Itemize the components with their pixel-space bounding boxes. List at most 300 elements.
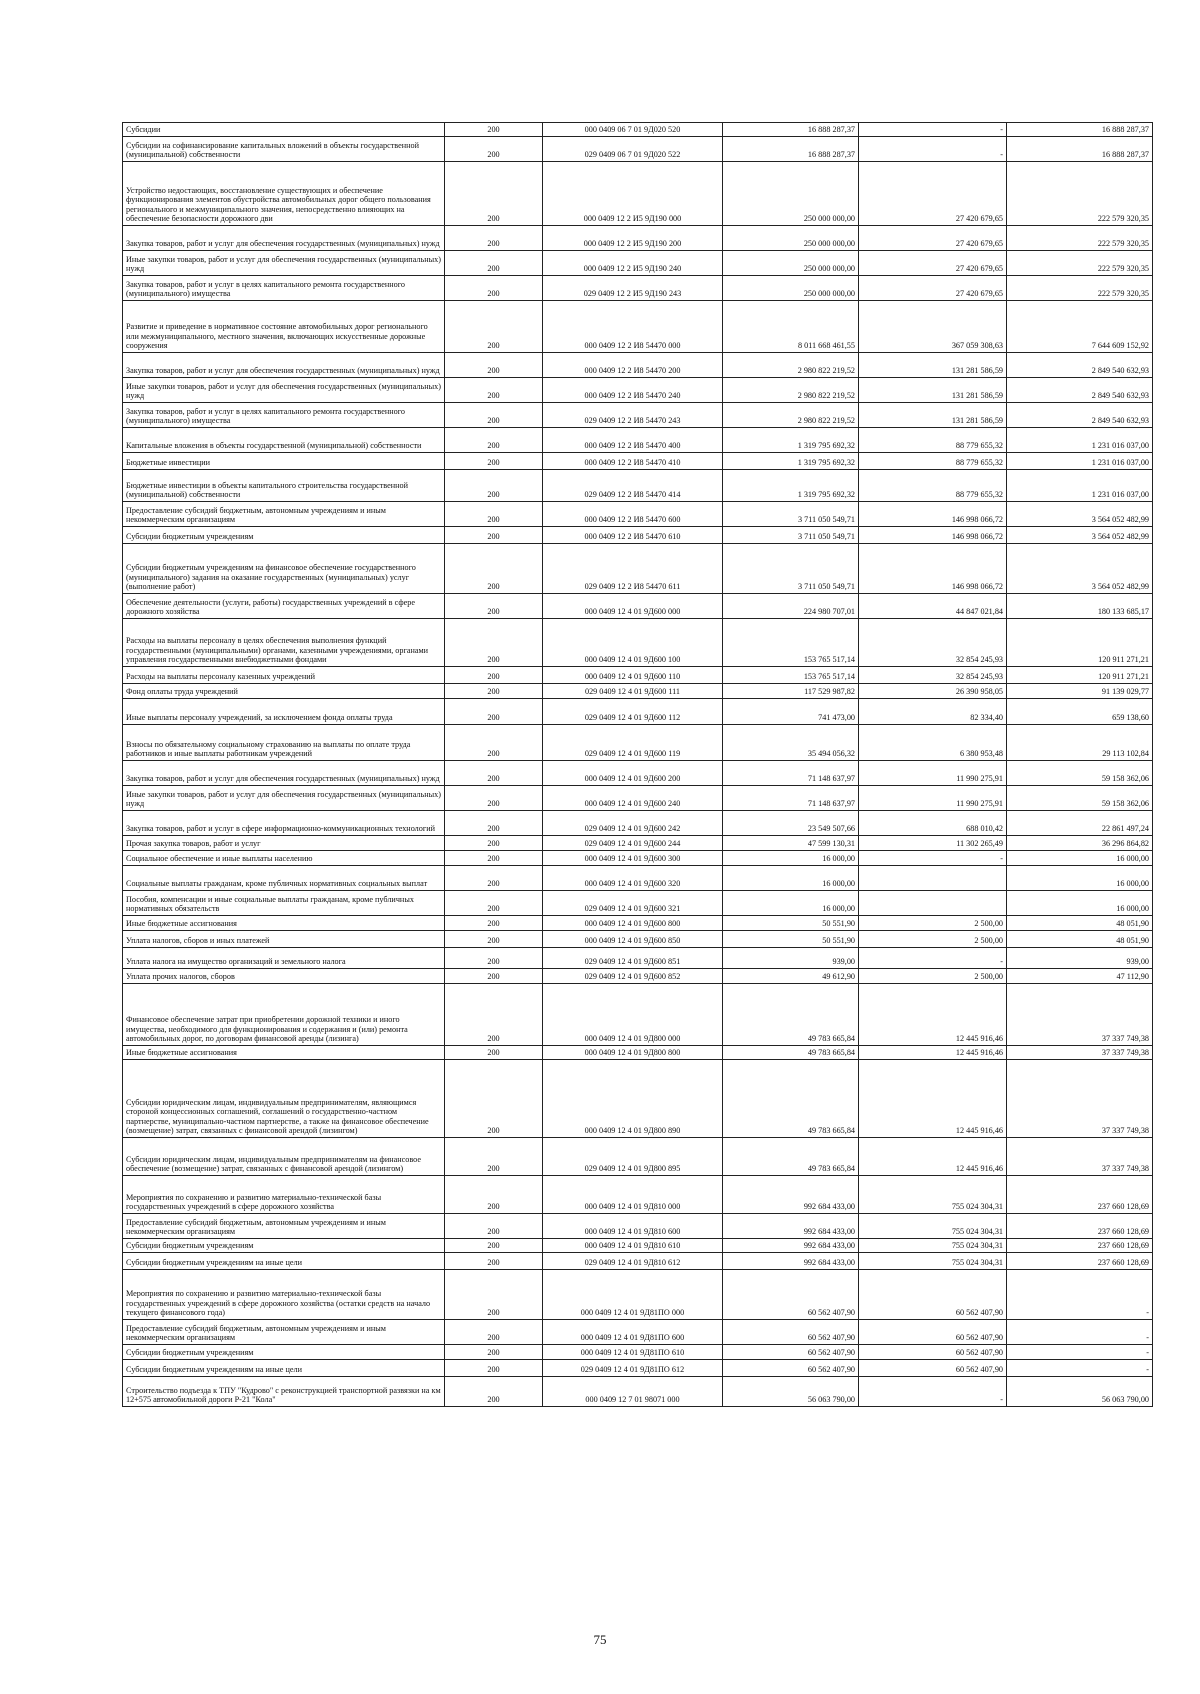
line-code-cell: 200 [445, 699, 543, 725]
table-row [123, 594, 1153, 619]
table-row [123, 544, 1153, 594]
expense-name-cell: Закупка товаров, работ и услуг в целях капитального ремонта государственного (муниципального) имущества [123, 276, 445, 301]
classification-code-cell: 029 0409 12 2 И8 54470 243 [543, 403, 723, 428]
line-code-cell: 200 [445, 619, 543, 667]
table-row [123, 251, 1153, 276]
line-code-cell: 200 [445, 428, 543, 453]
remaining-amount-cell: 37 337 749,38 [1007, 1138, 1153, 1176]
expense-name-cell: Мероприятия по сохранению и развитию материально-технической базы государственных учреждений в сфере дорожного хозяйства (остатки средств на начало текущего финансового года) [123, 1270, 445, 1320]
line-code-cell: 200 [445, 1320, 543, 1345]
classification-code-cell: 000 0409 12 2 И8 54470 410 [543, 453, 723, 470]
executed-amount-cell: 12 445 916,46 [859, 984, 1007, 1046]
classification-code-cell: 029 0409 12 2 И8 54470 414 [543, 470, 723, 502]
expense-name-cell: Закупка товаров, работ и услуг в целях капитального ремонта государственного (муниципального) имущества [123, 403, 445, 428]
classification-code-cell: 029 0409 12 4 01 9Д600 852 [543, 969, 723, 984]
approved-amount-cell: 49 612,90 [723, 969, 859, 984]
expense-name-cell: Устройство недостающих, восстановление существующих и обеспечение функционирования элементов обустройства автомобильных дорог общего пользования регионального и межмуниципального значения, непосредственно влияющих на обеспечение безопасности дорожного дви [123, 162, 445, 226]
table-row [123, 123, 1153, 137]
executed-amount-cell: 755 024 304,31 [859, 1176, 1007, 1214]
expense-name-cell: Субсидии бюджетным учреждениям на иные цели [123, 1253, 445, 1270]
approved-amount-cell: 47 599 130,31 [723, 836, 859, 851]
approved-amount-cell: 992 684 433,00 [723, 1214, 859, 1239]
executed-amount-cell: 755 024 304,31 [859, 1214, 1007, 1239]
classification-code-cell: 000 0409 12 7 01 98071 000 [543, 1377, 723, 1407]
remaining-amount-cell: 237 660 128,69 [1007, 1214, 1153, 1239]
executed-amount-cell: 32 854 245,93 [859, 667, 1007, 684]
approved-amount-cell: 16 888 287,37 [723, 123, 859, 137]
remaining-amount-cell: 7 644 609 152,92 [1007, 301, 1153, 353]
line-code-cell: 200 [445, 851, 543, 866]
approved-amount-cell: 1 319 795 692,32 [723, 428, 859, 453]
table-row [123, 684, 1153, 699]
approved-amount-cell: 741 473,00 [723, 699, 859, 725]
remaining-amount-cell: 91 139 029,77 [1007, 684, 1153, 699]
remaining-amount-cell: 16 000,00 [1007, 851, 1153, 866]
remaining-amount-cell: 47 112,90 [1007, 969, 1153, 984]
classification-code-cell: 000 0409 12 2 И8 54470 240 [543, 378, 723, 403]
approved-amount-cell: 71 148 637,97 [723, 786, 859, 811]
expense-name-cell: Иные бюджетные ассигнования [123, 916, 445, 931]
table-row [123, 1239, 1153, 1253]
approved-amount-cell: 49 783 665,84 [723, 1046, 859, 1060]
expense-name-cell: Мероприятия по сохранению и развитию материально-технической базы государственных учреждений в сфере дорожного хозяйства [123, 1176, 445, 1214]
line-code-cell: 200 [445, 1360, 543, 1377]
executed-amount-cell: 60 562 407,90 [859, 1320, 1007, 1345]
remaining-amount-cell: 48 051,90 [1007, 916, 1153, 931]
expense-name-cell: Социальное обеспечение и иные выплаты населению [123, 851, 445, 866]
line-code-cell: 200 [445, 984, 543, 1046]
classification-code-cell: 029 0409 12 4 01 9Д800 895 [543, 1138, 723, 1176]
table-row [123, 301, 1153, 353]
remaining-amount-cell: - [1007, 1270, 1153, 1320]
line-code-cell: 200 [445, 786, 543, 811]
remaining-amount-cell: 59 158 362,06 [1007, 761, 1153, 786]
remaining-amount-cell: 36 296 864,82 [1007, 836, 1153, 851]
budget-execution-table [122, 122, 1153, 1407]
expense-name-cell: Уплата налогов, сборов и иных платежей [123, 931, 445, 948]
remaining-amount-cell: 222 579 320,35 [1007, 276, 1153, 301]
approved-amount-cell: 3 711 050 549,71 [723, 527, 859, 544]
classification-code-cell: 029 0409 12 4 01 9Д81ПО 612 [543, 1360, 723, 1377]
table-row [123, 916, 1153, 931]
approved-amount-cell: 992 684 433,00 [723, 1253, 859, 1270]
approved-amount-cell: 1 319 795 692,32 [723, 470, 859, 502]
approved-amount-cell: 50 551,90 [723, 916, 859, 931]
approved-amount-cell: 16 000,00 [723, 851, 859, 866]
expense-name-cell: Строительство подъезда к ТПУ "Кудрово" с реконструкцией транспортной развязки на км 12+575 автомобильной дороги Р-21 "Кола" [123, 1377, 445, 1407]
remaining-amount-cell: 3 564 052 482,99 [1007, 527, 1153, 544]
line-code-cell: 200 [445, 1138, 543, 1176]
remaining-amount-cell: 222 579 320,35 [1007, 226, 1153, 251]
line-code-cell: 200 [445, 502, 543, 527]
table-row [123, 527, 1153, 544]
remaining-amount-cell: 120 911 271,21 [1007, 667, 1153, 684]
table-row [123, 226, 1153, 251]
table-row [123, 1138, 1153, 1176]
line-code-cell: 200 [445, 544, 543, 594]
expense-name-cell: Бюджетные инвестиции [123, 453, 445, 470]
classification-code-cell: 000 0409 12 2 И8 54470 610 [543, 527, 723, 544]
line-code-cell: 200 [445, 123, 543, 137]
table-row [123, 931, 1153, 948]
expense-name-cell: Субсидии юридическим лицам, индивидуальным предпринимателям, являющимся стороной концессионных соглашений, соглашений о государственно-частном партнерстве, муниципально-частном партнерстве, а также на финансовое обеспечение (возмещение) затрат, связанных с финансовой арендой (лизингом) [123, 1060, 445, 1138]
table-row [123, 1046, 1153, 1060]
executed-amount-cell: 44 847 021,84 [859, 594, 1007, 619]
remaining-amount-cell: 237 660 128,69 [1007, 1176, 1153, 1214]
executed-amount-cell: 131 281 586,59 [859, 353, 1007, 378]
table-row [123, 761, 1153, 786]
approved-amount-cell: 16 888 287,37 [723, 137, 859, 162]
expense-name-cell: Иные выплаты персоналу учреждений, за исключением фонда оплаты труда [123, 699, 445, 725]
classification-code-cell: 000 0409 12 4 01 9Д800 890 [543, 1060, 723, 1138]
remaining-amount-cell: 3 564 052 482,99 [1007, 544, 1153, 594]
executed-amount-cell: 2 500,00 [859, 969, 1007, 984]
line-code-cell: 200 [445, 811, 543, 836]
expense-name-cell: Закупка товаров, работ и услуг для обеспечения государственных (муниципальных) нужд [123, 761, 445, 786]
classification-code-cell: 000 0409 12 4 01 9Д600 100 [543, 619, 723, 667]
remaining-amount-cell: 29 113 102,84 [1007, 725, 1153, 761]
classification-code-cell: 029 0409 12 4 01 9Д600 112 [543, 699, 723, 725]
table-row [123, 428, 1153, 453]
executed-amount-cell: 32 854 245,93 [859, 619, 1007, 667]
expense-name-cell: Уплата налога на имущество организаций и земельного налога [123, 948, 445, 969]
line-code-cell: 200 [445, 403, 543, 428]
expense-name-cell: Закупка товаров, работ и услуг для обеспечения государственных (муниципальных) нужд [123, 353, 445, 378]
remaining-amount-cell: 56 063 790,00 [1007, 1377, 1153, 1407]
executed-amount-cell: 367 059 308,63 [859, 301, 1007, 353]
executed-amount-cell: 27 420 679,65 [859, 276, 1007, 301]
expense-name-cell: Взносы по обязательному социальному страхованию на выплаты по оплате труда работников и иные выплаты работникам учреждений [123, 725, 445, 761]
classification-code-cell: 000 0409 12 4 01 9Д810 600 [543, 1214, 723, 1239]
line-code-cell: 200 [445, 725, 543, 761]
approved-amount-cell: 250 000 000,00 [723, 226, 859, 251]
line-code-cell: 200 [445, 137, 543, 162]
expense-name-cell: Иные закупки товаров, работ и услуг для обеспечения государственных (муниципальных) нужд [123, 378, 445, 403]
remaining-amount-cell: - [1007, 1345, 1153, 1360]
table-row [123, 866, 1153, 891]
expense-name-cell: Расходы на выплаты персоналу в целях обеспечения выполнения функций государственными (муниципальными) органами, казенными учреждениями, органами управления государственными внебюджетными фондами [123, 619, 445, 667]
line-code-cell: 200 [445, 1239, 543, 1253]
line-code-cell: 200 [445, 916, 543, 931]
approved-amount-cell: 56 063 790,00 [723, 1377, 859, 1407]
approved-amount-cell: 3 711 050 549,71 [723, 502, 859, 527]
classification-code-cell: 000 0409 12 4 01 9Д600 240 [543, 786, 723, 811]
remaining-amount-cell: 2 849 540 632,93 [1007, 403, 1153, 428]
expense-name-cell: Субсидии [123, 123, 445, 137]
remaining-amount-cell: 2 849 540 632,93 [1007, 378, 1153, 403]
table-row [123, 1214, 1153, 1239]
classification-code-cell: 029 0409 12 2 И5 9Д190 243 [543, 276, 723, 301]
expense-name-cell: Иные закупки товаров, работ и услуг для обеспечения государственных (муниципальных) нужд [123, 786, 445, 811]
expense-name-cell: Прочая закупка товаров, работ и услуг [123, 836, 445, 851]
classification-code-cell: 000 0409 12 4 01 9Д600 200 [543, 761, 723, 786]
table-row [123, 403, 1153, 428]
executed-amount-cell: 6 380 953,48 [859, 725, 1007, 761]
approved-amount-cell: 49 783 665,84 [723, 1138, 859, 1176]
remaining-amount-cell: 37 337 749,38 [1007, 1060, 1153, 1138]
executed-amount-cell: 11 302 265,49 [859, 836, 1007, 851]
expense-name-cell: Финансовое обеспечение затрат при приобретении дорожной техники и иного имущества, необходимого для функционирования и содержания и (или) ремонта автомобильных дорог, по договорам финансовой аренды (лизинга) [123, 984, 445, 1046]
table-row [123, 619, 1153, 667]
classification-code-cell: 000 0409 12 4 01 9Д800 000 [543, 984, 723, 1046]
expense-name-cell: Закупка товаров, работ и услуг для обеспечения государственных (муниципальных) нужд [123, 226, 445, 251]
line-code-cell: 200 [445, 276, 543, 301]
executed-amount-cell: 131 281 586,59 [859, 378, 1007, 403]
classification-code-cell: 029 0409 12 4 01 9Д600 242 [543, 811, 723, 836]
line-code-cell: 200 [445, 667, 543, 684]
expense-name-cell: Субсидии бюджетным учреждениям [123, 1345, 445, 1360]
classification-code-cell: 000 0409 12 2 И5 9Д190 200 [543, 226, 723, 251]
classification-code-cell: 029 0409 12 4 01 9Д810 612 [543, 1253, 723, 1270]
executed-amount-cell: 88 779 655,32 [859, 428, 1007, 453]
line-code-cell: 200 [445, 836, 543, 851]
line-code-cell: 200 [445, 226, 543, 251]
executed-amount-cell: 11 990 275,91 [859, 786, 1007, 811]
remaining-amount-cell: 22 861 497,24 [1007, 811, 1153, 836]
approved-amount-cell: 49 783 665,84 [723, 984, 859, 1046]
executed-amount-cell: 131 281 586,59 [859, 403, 1007, 428]
executed-amount-cell: 688 010,42 [859, 811, 1007, 836]
approved-amount-cell: 8 011 668 461,55 [723, 301, 859, 353]
table-row [123, 1270, 1153, 1320]
executed-amount-cell: 12 445 916,46 [859, 1060, 1007, 1138]
executed-amount-cell [859, 866, 1007, 891]
line-code-cell: 200 [445, 353, 543, 378]
remaining-amount-cell: 16 000,00 [1007, 891, 1153, 916]
approved-amount-cell: 3 711 050 549,71 [723, 544, 859, 594]
table-row [123, 162, 1153, 226]
approved-amount-cell: 992 684 433,00 [723, 1239, 859, 1253]
expense-name-cell: Иные закупки товаров, работ и услуг для обеспечения государственных (муниципальных) нужд [123, 251, 445, 276]
executed-amount-cell: - [859, 137, 1007, 162]
executed-amount-cell: - [859, 948, 1007, 969]
table-row [123, 1345, 1153, 1360]
remaining-amount-cell: 222 579 320,35 [1007, 162, 1153, 226]
expense-name-cell: Развитие и приведение в нормативное состояние автомобильных дорог регионального или межмуниципального, местного значения, включающих искусственные дорожные сооружения [123, 301, 445, 353]
expense-name-cell: Уплата прочих налогов, сборов [123, 969, 445, 984]
line-code-cell: 200 [445, 891, 543, 916]
approved-amount-cell: 16 000,00 [723, 891, 859, 916]
line-code-cell: 200 [445, 931, 543, 948]
table-body [123, 123, 1153, 1407]
classification-code-cell: 000 0409 12 4 01 9Д800 800 [543, 1046, 723, 1060]
expense-name-cell: Предоставление субсидий бюджетным, автономным учреждениям и иным некоммерческим организациям [123, 1320, 445, 1345]
line-code-cell: 200 [445, 1270, 543, 1320]
classification-code-cell: 000 0409 12 4 01 9Д600 110 [543, 667, 723, 684]
table-row [123, 353, 1153, 378]
remaining-amount-cell: 1 231 016 037,00 [1007, 428, 1153, 453]
expense-name-cell: Бюджетные инвестиции в объекты капитального строительства государственной (муниципальной) собственности [123, 470, 445, 502]
executed-amount-cell: 146 998 066,72 [859, 502, 1007, 527]
table-row [123, 984, 1153, 1046]
approved-amount-cell: 60 562 407,90 [723, 1345, 859, 1360]
approved-amount-cell: 2 980 822 219,52 [723, 403, 859, 428]
table-row [123, 1253, 1153, 1270]
remaining-amount-cell: 59 158 362,06 [1007, 786, 1153, 811]
line-code-cell: 200 [445, 761, 543, 786]
approved-amount-cell: 49 783 665,84 [723, 1060, 859, 1138]
classification-code-cell: 029 0409 12 4 01 9Д600 321 [543, 891, 723, 916]
approved-amount-cell: 16 000,00 [723, 866, 859, 891]
executed-amount-cell [859, 891, 1007, 916]
expense-name-cell: Закупка товаров, работ и услуг в сфере информационно-коммуникационных технологий [123, 811, 445, 836]
table-row [123, 725, 1153, 761]
remaining-amount-cell: 48 051,90 [1007, 931, 1153, 948]
expense-name-cell: Субсидии юридическим лицам, индивидуальным предпринимателям на финансовое обеспечение (возмещение) затрат, связанных с финансовой арендой (лизингом) [123, 1138, 445, 1176]
line-code-cell: 200 [445, 162, 543, 226]
remaining-amount-cell: 120 911 271,21 [1007, 619, 1153, 667]
remaining-amount-cell: 16 888 287,37 [1007, 123, 1153, 137]
approved-amount-cell: 153 765 517,14 [723, 667, 859, 684]
classification-code-cell: 029 0409 06 7 01 9Д020 522 [543, 137, 723, 162]
executed-amount-cell: 146 998 066,72 [859, 544, 1007, 594]
classification-code-cell: 000 0409 12 4 01 9Д81ПО 600 [543, 1320, 723, 1345]
line-code-cell: 200 [445, 1345, 543, 1360]
approved-amount-cell: 117 529 987,82 [723, 684, 859, 699]
approved-amount-cell: 35 494 056,32 [723, 725, 859, 761]
classification-code-cell: 000 0409 12 2 И8 54470 000 [543, 301, 723, 353]
classification-code-cell: 029 0409 12 4 01 9Д600 111 [543, 684, 723, 699]
table-row [123, 667, 1153, 684]
remaining-amount-cell: 37 337 749,38 [1007, 984, 1153, 1046]
table-row [123, 851, 1153, 866]
executed-amount-cell: 60 562 407,90 [859, 1360, 1007, 1377]
remaining-amount-cell: 16 000,00 [1007, 866, 1153, 891]
executed-amount-cell: 11 990 275,91 [859, 761, 1007, 786]
executed-amount-cell: 2 500,00 [859, 931, 1007, 948]
classification-code-cell: 029 0409 12 4 01 9Д600 244 [543, 836, 723, 851]
remaining-amount-cell: 1 231 016 037,00 [1007, 470, 1153, 502]
executed-amount-cell: 12 445 916,46 [859, 1138, 1007, 1176]
remaining-amount-cell: 16 888 287,37 [1007, 137, 1153, 162]
expense-name-cell: Иные бюджетные ассигнования [123, 1046, 445, 1060]
executed-amount-cell: - [859, 851, 1007, 866]
executed-amount-cell: 60 562 407,90 [859, 1270, 1007, 1320]
executed-amount-cell: 88 779 655,32 [859, 470, 1007, 502]
remaining-amount-cell: 939,00 [1007, 948, 1153, 969]
expense-name-cell: Пособия, компенсации и иные социальные выплаты гражданам, кроме публичных нормативных обязательств [123, 891, 445, 916]
classification-code-cell: 000 0409 12 4 01 9Д810 610 [543, 1239, 723, 1253]
expense-name-cell: Субсидии бюджетным учреждениям [123, 1239, 445, 1253]
executed-amount-cell: 146 998 066,72 [859, 527, 1007, 544]
executed-amount-cell: 88 779 655,32 [859, 453, 1007, 470]
classification-code-cell: 000 0409 12 4 01 9Д600 800 [543, 916, 723, 931]
line-code-cell: 200 [445, 594, 543, 619]
classification-code-cell: 000 0409 12 4 01 9Д600 300 [543, 851, 723, 866]
approved-amount-cell: 23 549 507,66 [723, 811, 859, 836]
table-row [123, 502, 1153, 527]
executed-amount-cell: 82 334,40 [859, 699, 1007, 725]
classification-code-cell: 000 0409 12 2 И8 54470 200 [543, 353, 723, 378]
expense-name-cell: Субсидии бюджетным учреждениям на иные цели [123, 1360, 445, 1377]
line-code-cell: 200 [445, 866, 543, 891]
line-code-cell: 200 [445, 378, 543, 403]
table-row [123, 969, 1153, 984]
approved-amount-cell: 71 148 637,97 [723, 761, 859, 786]
expense-name-cell: Обеспечение деятельности (услуги, работы) государственных учреждений в сфере дорожного хозяйства [123, 594, 445, 619]
table-row [123, 453, 1153, 470]
expense-name-cell: Субсидии на софинансирование капитальных вложений в объекты государственной (муниципальной) собственности [123, 137, 445, 162]
approved-amount-cell: 224 980 707,01 [723, 594, 859, 619]
approved-amount-cell: 153 765 517,14 [723, 619, 859, 667]
classification-code-cell: 000 0409 12 2 И5 9Д190 000 [543, 162, 723, 226]
approved-amount-cell: 992 684 433,00 [723, 1176, 859, 1214]
approved-amount-cell: 250 000 000,00 [723, 276, 859, 301]
table-row [123, 891, 1153, 916]
classification-code-cell: 000 0409 12 4 01 9Д600 000 [543, 594, 723, 619]
table-row [123, 1060, 1153, 1138]
table-row [123, 470, 1153, 502]
executed-amount-cell: - [859, 1377, 1007, 1407]
table-row [123, 836, 1153, 851]
remaining-amount-cell: - [1007, 1360, 1153, 1377]
classification-code-cell: 000 0409 12 4 01 9Д810 000 [543, 1176, 723, 1214]
classification-code-cell: 000 0409 12 2 И8 54470 400 [543, 428, 723, 453]
line-code-cell: 200 [445, 301, 543, 353]
classification-code-cell: 000 0409 06 7 01 9Д020 520 [543, 123, 723, 137]
expense-name-cell: Субсидии бюджетным учреждениям на финансовое обеспечение государственного (муниципального) задания на оказание государственных (муниципальных) услуг (выполнение работ) [123, 544, 445, 594]
classification-code-cell: 000 0409 12 4 01 9Д81ПО 000 [543, 1270, 723, 1320]
expense-name-cell: Субсидии бюджетным учреждениям [123, 527, 445, 544]
approved-amount-cell: 60 562 407,90 [723, 1360, 859, 1377]
approved-amount-cell: 250 000 000,00 [723, 251, 859, 276]
remaining-amount-cell: 180 133 685,17 [1007, 594, 1153, 619]
line-code-cell: 200 [445, 1214, 543, 1239]
remaining-amount-cell: 237 660 128,69 [1007, 1239, 1153, 1253]
remaining-amount-cell: 3 564 052 482,99 [1007, 502, 1153, 527]
remaining-amount-cell: 1 231 016 037,00 [1007, 453, 1153, 470]
line-code-cell: 200 [445, 527, 543, 544]
table-row [123, 137, 1153, 162]
page-number: 75 [593, 1632, 607, 1647]
table-row [123, 378, 1153, 403]
line-code-cell: 200 [445, 684, 543, 699]
line-code-cell: 200 [445, 1046, 543, 1060]
expense-name-cell: Предоставление субсидий бюджетным, автономным учреждениям и иным некоммерческим организациям [123, 1214, 445, 1239]
classification-code-cell: 000 0409 12 2 И8 54470 600 [543, 502, 723, 527]
executed-amount-cell: 26 390 958,05 [859, 684, 1007, 699]
classification-code-cell: 000 0409 12 4 01 9Д600 320 [543, 866, 723, 891]
table-row [123, 811, 1153, 836]
line-code-cell: 200 [445, 453, 543, 470]
line-code-cell: 200 [445, 1253, 543, 1270]
approved-amount-cell: 2 980 822 219,52 [723, 353, 859, 378]
executed-amount-cell: 755 024 304,31 [859, 1253, 1007, 1270]
expense-name-cell: Расходы на выплаты персоналу казенных учреждений [123, 667, 445, 684]
line-code-cell: 200 [445, 470, 543, 502]
line-code-cell: 200 [445, 1060, 543, 1138]
executed-amount-cell: 755 024 304,31 [859, 1239, 1007, 1253]
table-row [123, 786, 1153, 811]
classification-code-cell: 000 0409 12 4 01 9Д81ПО 610 [543, 1345, 723, 1360]
remaining-amount-cell: 37 337 749,38 [1007, 1046, 1153, 1060]
line-code-cell: 200 [445, 969, 543, 984]
line-code-cell: 200 [445, 251, 543, 276]
table-row [123, 699, 1153, 725]
executed-amount-cell: 2 500,00 [859, 916, 1007, 931]
line-code-cell: 200 [445, 948, 543, 969]
remaining-amount-cell: 659 138,60 [1007, 699, 1153, 725]
approved-amount-cell: 60 562 407,90 [723, 1270, 859, 1320]
expense-name-cell: Предоставление субсидий бюджетным, автономным учреждениям и иным некоммерческим организациям [123, 502, 445, 527]
classification-code-cell: 029 0409 12 4 01 9Д600 119 [543, 725, 723, 761]
executed-amount-cell: 12 445 916,46 [859, 1046, 1007, 1060]
classification-code-cell: 000 0409 12 4 01 9Д600 850 [543, 931, 723, 948]
table-row [123, 948, 1153, 969]
approved-amount-cell: 1 319 795 692,32 [723, 453, 859, 470]
classification-code-cell: 029 0409 12 4 01 9Д600 851 [543, 948, 723, 969]
line-code-cell: 200 [445, 1176, 543, 1214]
